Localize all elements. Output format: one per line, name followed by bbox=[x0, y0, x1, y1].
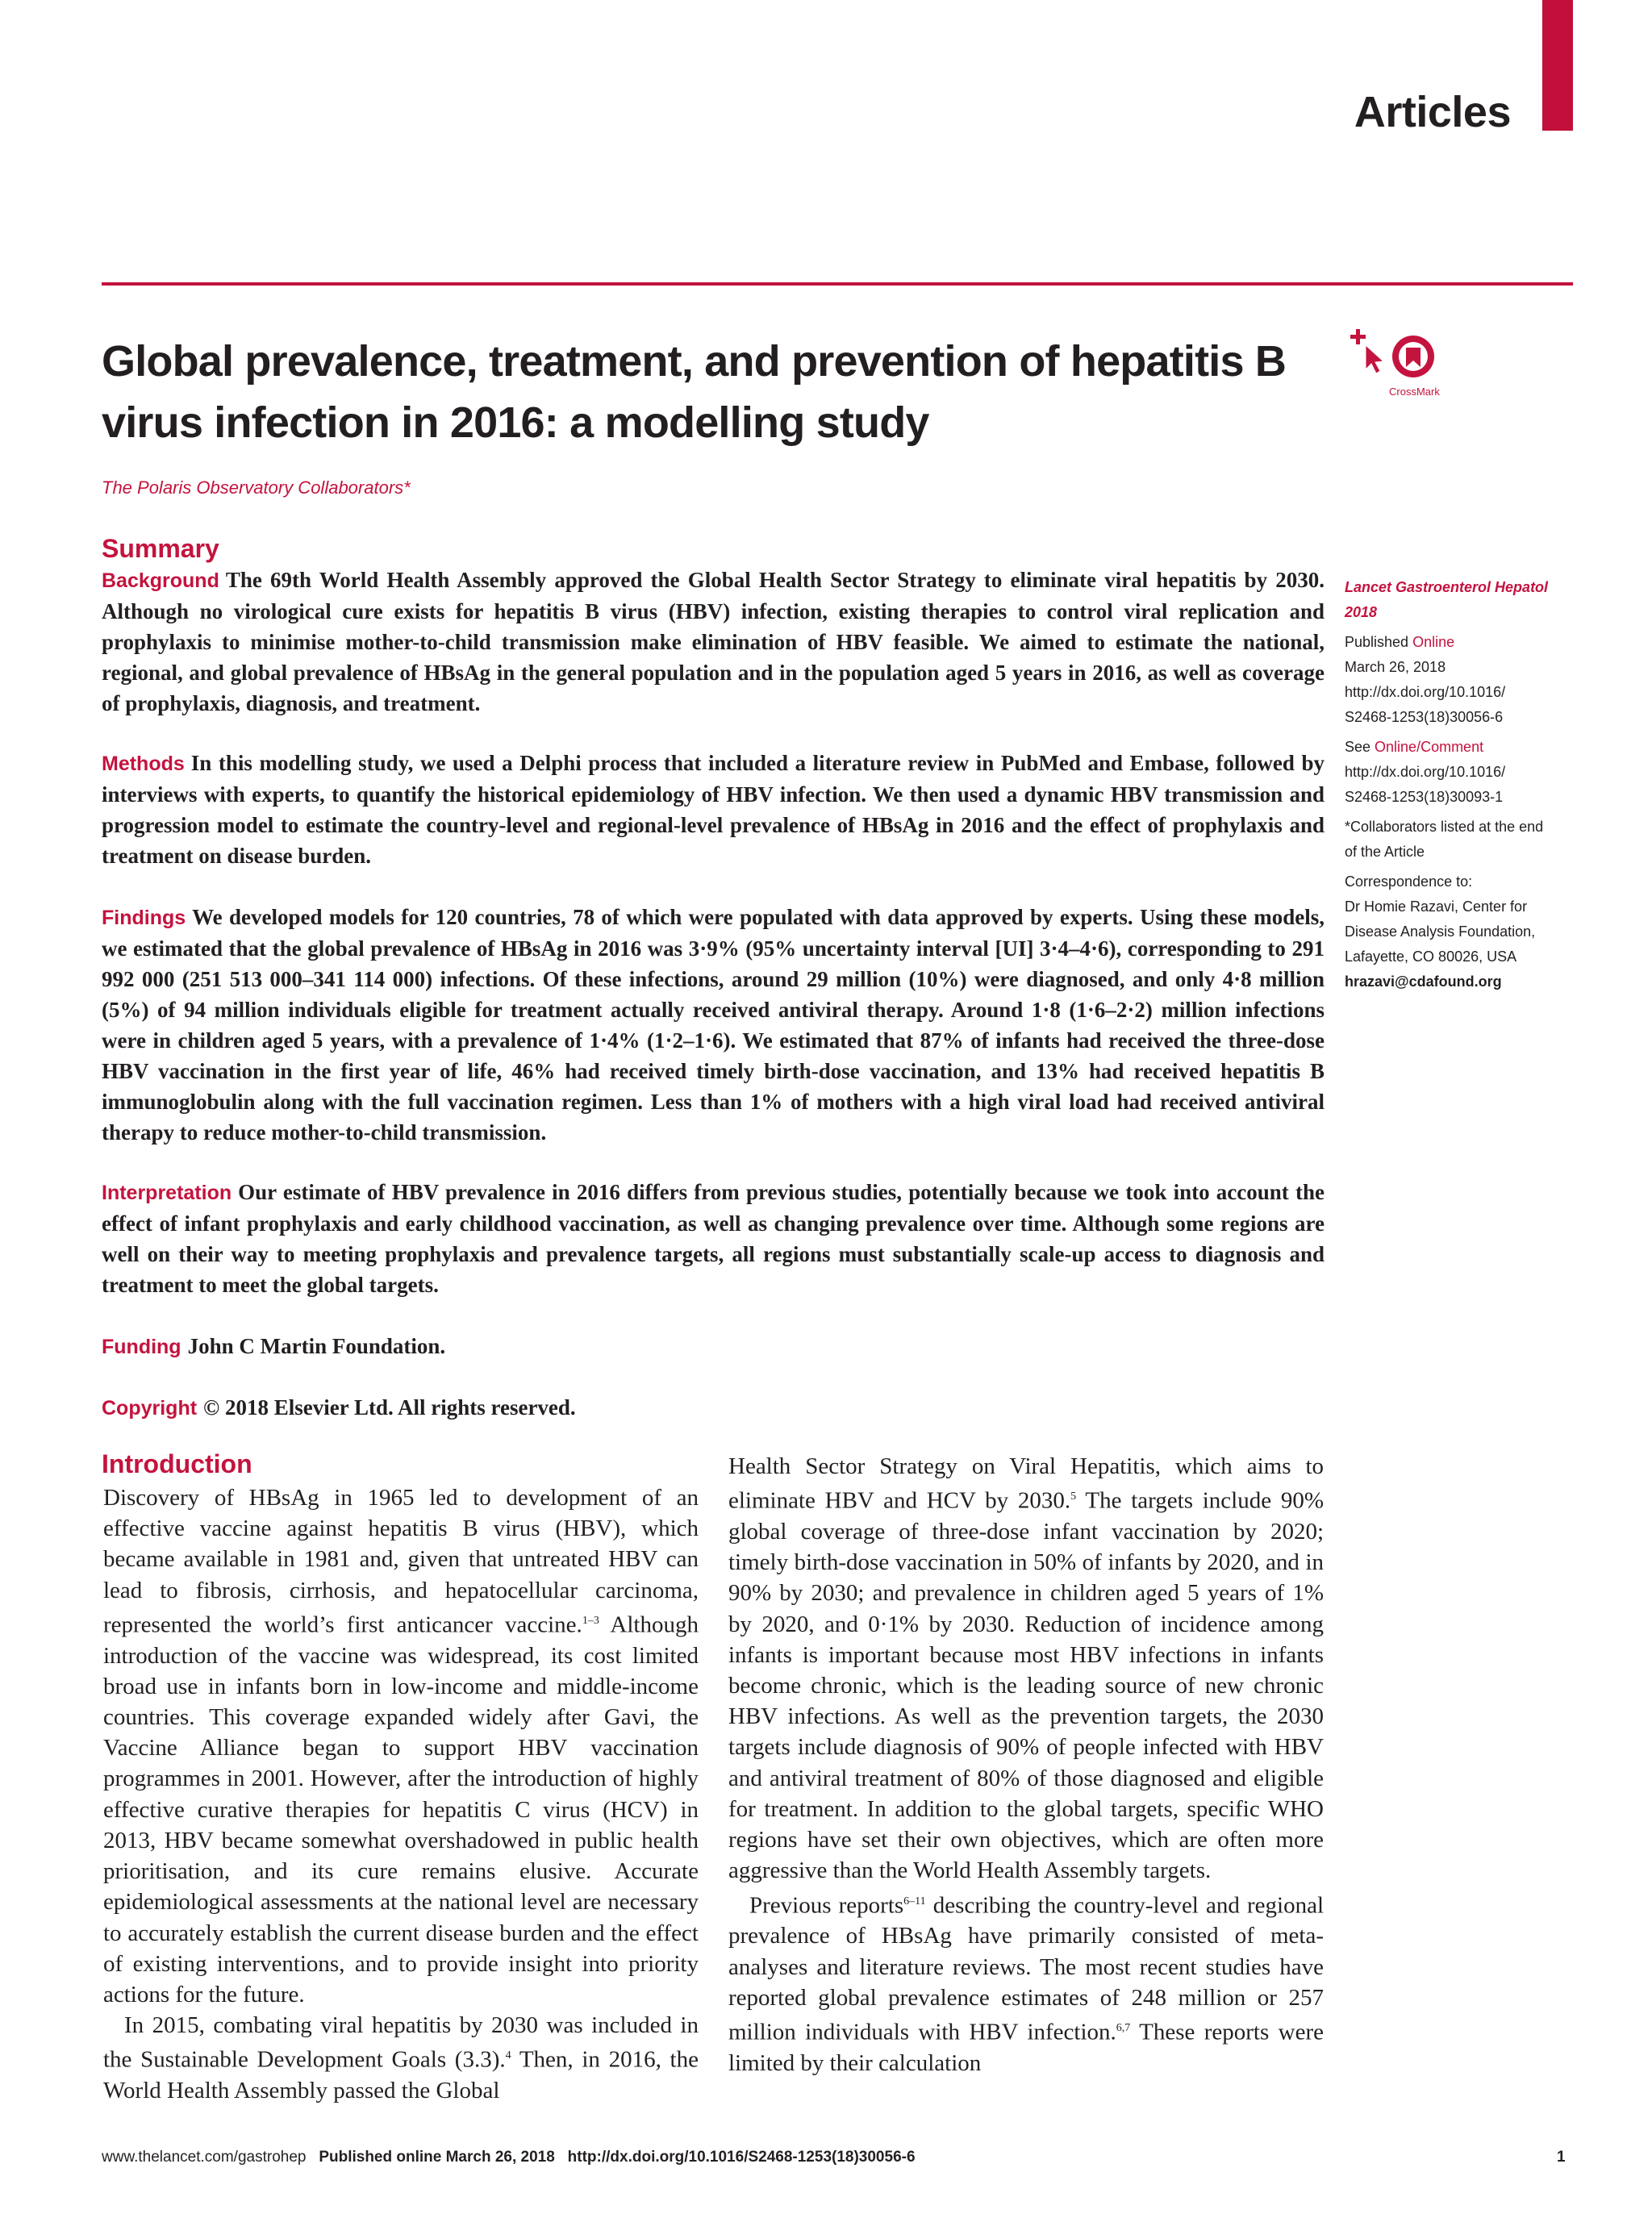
intro-text: In 2015, combating viral hepatitis by 2030 was included in the Sustainable Development Goals (3.3). bbox=[103, 2012, 699, 2073]
intro-paragraph bbox=[103, 2010, 699, 2106]
citation-sup[interactable]: 4 bbox=[505, 2049, 511, 2062]
abstract-copyright bbox=[102, 1392, 1325, 1424]
intro-text: Previous reports bbox=[749, 1892, 904, 1919]
funding-text: John C Martin Foundation. bbox=[187, 1334, 446, 1358]
footer-doi-link[interactable]: http://dx.doi.org/10.1016/S2468-1253(18)30056-6 bbox=[567, 2149, 916, 2166]
background-label: Background bbox=[102, 569, 219, 592]
citation-sup[interactable]: 1–3 bbox=[582, 1614, 599, 1627]
comment-doi-line2[interactable]: S2468-1253(18)30093-1 bbox=[1345, 789, 1504, 805]
doi-link-line2[interactable]: S2468-1253(18)30056-6 bbox=[1345, 709, 1504, 725]
abstract-interpretation bbox=[102, 1177, 1325, 1300]
summary-heading: Summary bbox=[102, 534, 219, 563]
interpretation-text: Our estimate of HBV prevalence in 2016 differs from previous studies, potentially because we took into account the effect of infant prophylaxis and early childhood vaccination, as well as changing prevalence over time. Although some regions are well on their way to meeting prophylaxis and prevalence targets, all regions must substantially scale-up access to diagnosis and treatment to meet the global targets. bbox=[102, 1180, 1325, 1297]
abstract-funding bbox=[102, 1331, 1325, 1362]
correspondence-line-2: Disease Analysis Foundation, bbox=[1345, 923, 1536, 940]
intro-text: These reports were limited by their calculation bbox=[728, 2019, 1324, 2076]
correspondence-heading: Correspondence to: bbox=[1345, 873, 1473, 890]
intro-text: Although introduction of the vaccine was widespread, its cost limited broad use in infants born in low-income and middle-income countries. This coverage expanded widely after Gavi, the Vaccine Alliance began to support HBV vaccination programmes in 2001. However, after the introduction of highly effective curative therapies for hepatitis C virus (HCV) in 2013, HBV became somewhat overshadowed in public health prioritisation, and its cure remains elusive. Accurate epidemiological assessments at the national level are necessary to accurately establish the current disease burden and the effect of existing interventions, and to provide insight into priority actions for the future. bbox=[103, 1611, 699, 2007]
introduction-heading: Introduction bbox=[102, 1449, 252, 1478]
footer-published: Published online March 26, 2018 bbox=[319, 2149, 555, 2166]
footer-site-link[interactable]: www.thelancet.com/gastrohep bbox=[102, 2149, 307, 2166]
intro-column-left bbox=[103, 1482, 699, 2106]
comment-link[interactable]: Online/Comment bbox=[1375, 739, 1484, 755]
collaborators-note-1: *Collaborators listed at the end bbox=[1345, 819, 1544, 835]
intro-paragraph bbox=[728, 1451, 1324, 1887]
page-number: 1 bbox=[1557, 2149, 1566, 2166]
abstract-methods bbox=[102, 748, 1325, 871]
sidebar bbox=[1345, 575, 1571, 999]
correspondence-line-1: Dr Homie Razavi, Center for bbox=[1345, 898, 1528, 915]
doi-link-line1[interactable]: http://dx.doi.org/10.1016/ bbox=[1345, 684, 1506, 700]
published-date: March 26, 2018 bbox=[1345, 659, 1446, 675]
section-label: Articles bbox=[1354, 88, 1511, 136]
journal-year: 2018 bbox=[1345, 604, 1378, 620]
correspondence-email[interactable]: hrazavi@cdafound.org bbox=[1345, 974, 1502, 990]
article-title: Global prevalence, treatment, and prevention of hepatitis B virus infection in 2016: a modelling study bbox=[102, 337, 1287, 447]
intro-column-right bbox=[728, 1451, 1324, 2078]
corner-tab bbox=[1542, 0, 1573, 131]
copyright-label: Copyright bbox=[102, 1397, 198, 1420]
intro-text: Then, in 2016, the World Health Assembly passed the Global bbox=[103, 2046, 699, 2104]
findings-text: We developed models for 120 countries, 78 of which were populated with data approved by experts. Using these models, we estimated that the global prevalence of HBsAg in 2016 was 3·9% (95% uncertainty interval [UI] 3·4–4·6), corresponding to 291 992 000 (251 513 000–341 114 000) infections. Of these infections, around 29 million (10%) were diagnosed, and only 4·8 million (5%) of 94 million individuals eligible for treatment actually received antiviral therapy. Around 1·8 (1·6–2·2) million infections were in children aged 5 years, with a prevalence of 1·4% (1·2–1·6). We estimated that 87% of infants had received the three-dose HBV vaccination in the first year of life, 46% had received timely birth-dose vaccination, and 13% had received hepatitis B immunoglobulin along with the full vaccination regimen. Less than 1% of mothers with a high viral load had received antiviral therapy to reduce mother-to-child transmission. bbox=[102, 905, 1325, 1144]
intro-text: Health Sector Strategy on Viral Hepatitis, which aims to eliminate HBV and HCV by 2030. bbox=[728, 1453, 1324, 1514]
intro-paragraph bbox=[103, 1482, 699, 2010]
methods-text: In this modelling study, we used a Delphi process that included a literature review in PubMed and Embase, followed by interviews with experts, to quantify the historical epidemiology of HBV infection. We then used a dynamic HBV transmission and progression model to estimate the country-level and regional-level prevalence of HBsAg in 2016 and the effect of prophylaxis and treatment on disease burden. bbox=[102, 751, 1325, 868]
correspondence-line-3: Lafayette, CO 80026, USA bbox=[1345, 948, 1517, 965]
crossmark-label: CrossMark bbox=[1389, 386, 1440, 398]
funding-label: Funding bbox=[102, 1336, 181, 1358]
published-prefix: Published bbox=[1345, 634, 1413, 650]
see-prefix: See bbox=[1345, 739, 1375, 755]
background-text: The 69th World Health Assembly approved the Global Health Sector Strategy to eliminate viral hepatitis by 2030. Although no virological cure exists for hepatitis B virus (HBV) infection, existing therapies to control viral replication and prophylaxis to minimise mother-to-child transmission make elimination of HBV feasible. We aimed to estimate the national, regional, and global prevalence of HBsAg in the general population and in the population aged 5 years in 2016, as well as coverage of prophylaxis, diagnosis, and treatment. bbox=[102, 568, 1325, 715]
citation-sup[interactable]: 6,7 bbox=[1116, 2021, 1131, 2034]
crossmark-icon bbox=[1343, 324, 1464, 389]
journal-name: Lancet Gastroenterol Hepatol bbox=[1345, 579, 1549, 595]
findings-label: Findings bbox=[102, 907, 186, 929]
intro-text: The targets include 90% global coverage of three-dose infant vaccination by 2020; timely birth-dose vaccination in 50% of infants by 2020, and in 90% by 2030; and prevalence in children aged 5 years of 1% by 2020, and 0·1% by 2030. Reduction of incidence among infants is important because most HBV infections in infants become chronic, which is the leading source of new chronic HBV infections. As well as the prevention targets, the 2030 targets include diagnosis of 90% of people infected with HBV and antiviral treatment of 80% of those diagnosed and eligible for treatment. In addition to the global targets, specific WHO regions have set their own objectives, which are often more aggressive than the World Health Assembly targets. bbox=[728, 1487, 1324, 1884]
citation-sup[interactable]: 6–11 bbox=[903, 1895, 926, 1907]
copyright-text: © 2018 Elsevier Ltd. All rights reserved. bbox=[203, 1395, 576, 1420]
collaborators-note-2: of the Article bbox=[1345, 844, 1425, 860]
abstract-background bbox=[102, 565, 1325, 719]
abstract-findings bbox=[102, 902, 1325, 1148]
citation-sup[interactable]: 5 bbox=[1070, 1490, 1077, 1503]
published-online-link[interactable]: Online bbox=[1412, 634, 1455, 650]
interpretation-label: Interpretation bbox=[102, 1182, 232, 1204]
intro-text: Discovery of HBsAg in 1965 led to development of an effective vaccine against hepatitis B virus (HBV), which became available in 1981 and, given that untreated HBV can lead to fibrosis, cirrhosis, and hepatocellular carcinoma, represented the world’s first anticancer vaccine. bbox=[103, 1485, 699, 1638]
page-footer bbox=[102, 2149, 916, 2166]
intro-text: describing the country-level and regional prevalence of HBsAg have primarily consisted of meta-analyses and literature reviews. The most recent studies have reported global prevalence estimates of 248 million or 257 million individuals with HBV infection. bbox=[728, 1892, 1325, 2045]
authors-link[interactable]: The Polaris Observatory Collaborators* bbox=[102, 477, 411, 498]
methods-label: Methods bbox=[102, 753, 185, 775]
top-rule bbox=[102, 282, 1573, 286]
comment-doi-line1[interactable]: http://dx.doi.org/10.1016/ bbox=[1345, 764, 1506, 780]
intro-paragraph bbox=[728, 1887, 1324, 2079]
